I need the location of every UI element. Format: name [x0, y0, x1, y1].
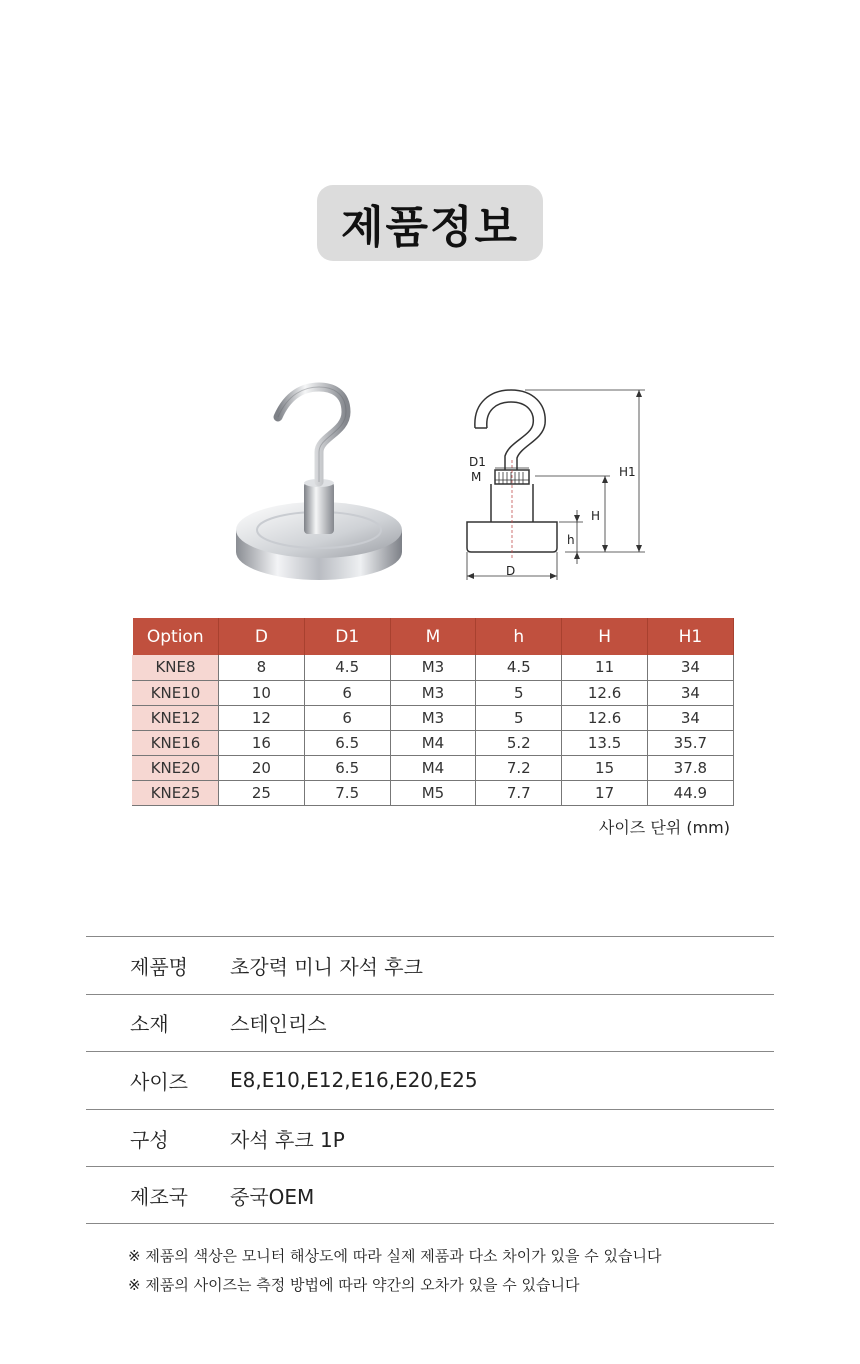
info-key: 구성 — [130, 1127, 169, 1152]
info-row-composition — [86, 1109, 774, 1167]
table-cell: 37.8 — [647, 755, 733, 780]
table-cell: M3 — [390, 680, 476, 705]
table-cell: 12 — [219, 705, 305, 730]
table-cell: 44.9 — [647, 780, 733, 805]
table-cell: M4 — [390, 755, 476, 780]
label-d1: D1 — [469, 455, 486, 469]
table-row — [133, 680, 734, 705]
info-key: 사이즈 — [130, 1069, 188, 1094]
product-info-list — [86, 936, 774, 1224]
label-h-upper: H — [591, 509, 601, 523]
header-h: h — [476, 618, 562, 655]
unit-note: 사이즈 단위 (mm) — [598, 818, 730, 837]
table-cell: 6.5 — [304, 755, 390, 780]
label-d: D — [506, 564, 516, 578]
table-cell: M5 — [390, 780, 476, 805]
table-row — [133, 705, 734, 730]
table-cell: 16 — [219, 730, 305, 755]
product-photo — [226, 382, 412, 592]
info-key: 제품명 — [130, 954, 188, 979]
info-value: E8,E10,E12,E16,E20,E25 — [230, 1068, 478, 1093]
table-cell: 5.2 — [476, 730, 562, 755]
info-key: 소재 — [130, 1012, 169, 1037]
label-h1: H1 — [619, 465, 636, 479]
table-cell: 4.5 — [476, 655, 562, 680]
header-d: D — [219, 618, 305, 655]
option-cell: KNE10 — [133, 680, 219, 705]
info-value: 초강력 미니 자석 후크 — [230, 954, 423, 979]
option-cell: KNE20 — [133, 755, 219, 780]
header-option: Option — [133, 618, 219, 655]
info-value: 자석 후크 1P — [230, 1127, 345, 1152]
table-cell: 4.5 — [304, 655, 390, 680]
option-cell: KNE25 — [133, 780, 219, 805]
header-h1: H1 — [647, 618, 733, 655]
info-row-origin — [86, 1166, 774, 1224]
table-cell: M3 — [390, 655, 476, 680]
header-H: H — [562, 618, 648, 655]
spec-header-row — [133, 618, 734, 655]
info-row-size — [86, 1051, 774, 1109]
note-color: ※ 제품의 색상은 모니터 해상도에 따라 실제 제품과 다소 차이가 있을 수 있습니다 — [128, 1247, 662, 1265]
table-row — [133, 655, 734, 680]
header-d1: D1 — [304, 618, 390, 655]
table-cell: 6 — [304, 680, 390, 705]
info-value: 스테인리스 — [230, 1012, 327, 1037]
table-cell: 11 — [562, 655, 648, 680]
table-cell: 15 — [562, 755, 648, 780]
table-row — [133, 755, 734, 780]
table-cell: M4 — [390, 730, 476, 755]
table-cell: 5 — [476, 705, 562, 730]
spec-table — [132, 618, 734, 806]
table-cell: 34 — [647, 655, 733, 680]
header-m: M — [390, 618, 476, 655]
page-title: 제품정보 — [317, 185, 543, 261]
table-cell: 5 — [476, 680, 562, 705]
table-cell: 12.6 — [562, 705, 648, 730]
table-cell: 34 — [647, 680, 733, 705]
option-cell: KNE16 — [133, 730, 219, 755]
table-cell: 6.5 — [304, 730, 390, 755]
table-cell: 6 — [304, 705, 390, 730]
note-size: ※ 제품의 사이즈는 측정 방법에 따라 약간의 오차가 있을 수 있습니다 — [128, 1276, 580, 1294]
table-cell: 7.5 — [304, 780, 390, 805]
table-cell: 20 — [219, 755, 305, 780]
table-cell: 8 — [219, 655, 305, 680]
table-row — [133, 780, 734, 805]
disclaimer-notes — [128, 1242, 661, 1300]
info-key: 제조국 — [130, 1184, 188, 1209]
option-cell: KNE12 — [133, 705, 219, 730]
table-cell: 17 — [562, 780, 648, 805]
info-value: 중국OEM — [230, 1184, 315, 1209]
label-m: M — [471, 470, 482, 484]
table-cell: M3 — [390, 705, 476, 730]
table-cell: 25 — [219, 780, 305, 805]
table-cell: 13.5 — [562, 730, 648, 755]
dimension-diagram — [455, 380, 655, 588]
option-cell: KNE8 — [133, 655, 219, 680]
info-row-name — [86, 936, 774, 994]
table-cell: 7.2 — [476, 755, 562, 780]
table-cell: 10 — [219, 680, 305, 705]
table-cell: 12.6 — [562, 680, 648, 705]
table-row — [133, 730, 734, 755]
table-cell: 35.7 — [647, 730, 733, 755]
label-h-lower: h — [567, 533, 575, 547]
table-cell: 7.7 — [476, 780, 562, 805]
table-cell: 34 — [647, 705, 733, 730]
info-row-material — [86, 994, 774, 1052]
